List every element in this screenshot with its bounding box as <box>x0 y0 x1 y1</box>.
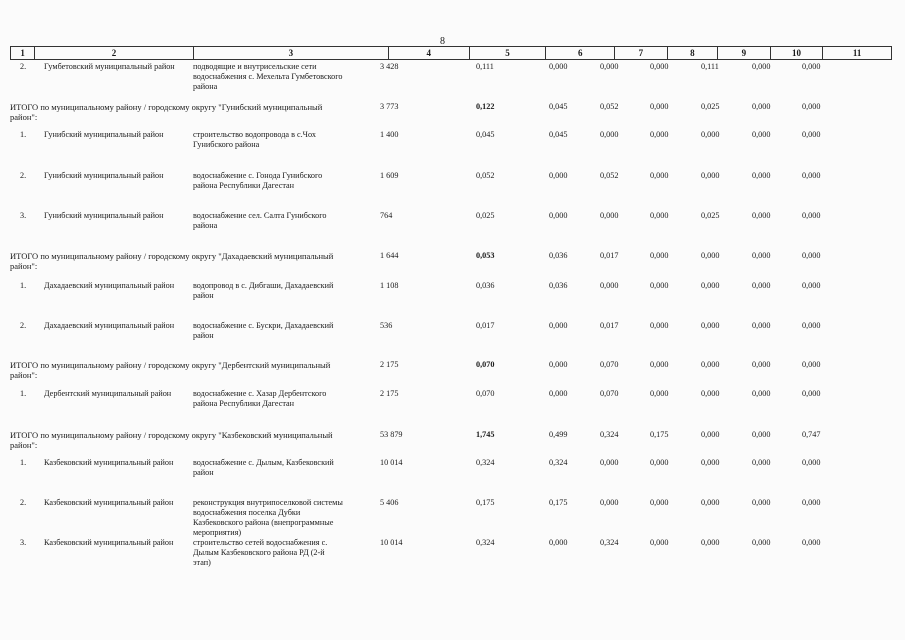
row-number: 1. <box>20 281 27 290</box>
district-name: Дахадаевский муниципальный район <box>44 281 175 290</box>
cell-c4: 764 <box>380 211 393 220</box>
row-number: 1. <box>20 458 27 467</box>
cell-c5: 1,745 <box>476 430 495 439</box>
object-description: водоснабжение с. Хазар Дербентского района Республики Дагестан <box>193 389 327 408</box>
total-label: ИТОГО по муниципальному району / городскому округу "Дербентский муниципальный район": <box>10 360 331 380</box>
cell-c8: 0,000 <box>650 360 669 369</box>
cell-c9: 0,000 <box>701 389 720 398</box>
cell-c10: 0,000 <box>752 62 771 71</box>
cell-c10: 0,000 <box>752 171 771 180</box>
cell-c8: 0,000 <box>650 62 669 71</box>
cell-c11: 0,000 <box>802 498 821 507</box>
cell-c5: 0,025 <box>476 211 495 220</box>
cell-c7: 0,000 <box>600 458 619 467</box>
cell-c10: 0,000 <box>752 538 771 547</box>
cell-c11: 0,000 <box>802 211 821 220</box>
cell-c7: 0,052 <box>600 171 619 180</box>
cell-c8: 0,000 <box>650 171 669 180</box>
cell-c5: 0,052 <box>476 171 495 180</box>
cell-c5: 0,122 <box>476 102 495 111</box>
cell-c6: 0,000 <box>549 360 568 369</box>
object-description: строительство водопровода в с.Чох Гунибского района <box>193 130 316 149</box>
cell-c10: 0,000 <box>752 321 771 330</box>
cell-c5: 0,070 <box>476 389 495 398</box>
cell-c9: 0,000 <box>701 321 720 330</box>
cell-c6: 0,000 <box>549 62 568 71</box>
cell-c4: 1 400 <box>380 130 399 139</box>
cell-c9: 0,000 <box>701 360 720 369</box>
cell-c6: 0,000 <box>549 171 568 180</box>
row-number: 1. <box>20 130 27 139</box>
column-header-5: 5 <box>469 47 546 60</box>
cell-c9: 0,000 <box>701 498 720 507</box>
cell-c10: 0,000 <box>752 102 771 111</box>
cell-c4: 1 609 <box>380 171 399 180</box>
cell-c8: 0,000 <box>650 251 669 260</box>
cell-c4: 1 108 <box>380 281 399 290</box>
cell-c7: 0,324 <box>600 538 619 547</box>
cell-c7: 0,000 <box>600 62 619 71</box>
cell-c8: 0,000 <box>650 458 669 467</box>
cell-c4: 3 428 <box>380 62 399 71</box>
cell-c11: 0,000 <box>802 102 821 111</box>
cell-c10: 0,000 <box>752 498 771 507</box>
cell-c11: 0,000 <box>802 538 821 547</box>
column-header-10: 10 <box>770 47 823 60</box>
column-header-table <box>10 46 892 60</box>
cell-c6: 0,499 <box>549 430 568 439</box>
cell-c6: 0,045 <box>549 130 568 139</box>
cell-c7: 0,052 <box>600 102 619 111</box>
cell-c8: 0,000 <box>650 389 669 398</box>
cell-c10: 0,000 <box>752 281 771 290</box>
cell-c10: 0,000 <box>752 458 771 467</box>
cell-c6: 0,000 <box>549 389 568 398</box>
cell-c11: 0,000 <box>802 321 821 330</box>
object-description: строительство сетей водоснабжения с. Дылым Казбековского района РД (2-й этап) <box>193 538 328 567</box>
cell-c9: 0,000 <box>701 430 720 439</box>
column-header-8: 8 <box>667 47 718 60</box>
row-number: 2. <box>20 62 27 71</box>
cell-c7: 0,070 <box>600 389 619 398</box>
cell-c5: 0,053 <box>476 251 495 260</box>
cell-c5: 0,017 <box>476 321 495 330</box>
cell-c6: 0,000 <box>549 211 568 220</box>
district-name: Казбековский муниципальный район <box>44 498 174 507</box>
district-name: Казбековский муниципальный район <box>44 458 174 467</box>
cell-c4: 5 406 <box>380 498 399 507</box>
column-header-9: 9 <box>718 47 771 60</box>
cell-c11: 0,000 <box>802 62 821 71</box>
cell-c8: 0,000 <box>650 211 669 220</box>
district-name: Дахадаевский муниципальный район <box>44 321 175 330</box>
cell-c7: 0,000 <box>600 281 619 290</box>
cell-c5: 0,036 <box>476 281 495 290</box>
cell-c4: 536 <box>380 321 393 330</box>
cell-c5: 0,111 <box>476 62 494 71</box>
cell-c11: 0,000 <box>802 360 821 369</box>
cell-c4: 2 175 <box>380 389 399 398</box>
cell-c7: 0,017 <box>600 321 619 330</box>
cell-c11: 0,000 <box>802 389 821 398</box>
district-name: Казбековский муниципальный район <box>44 538 174 547</box>
cell-c9: 0,025 <box>701 211 720 220</box>
cell-c6: 0,000 <box>549 538 568 547</box>
cell-c7: 0,000 <box>600 130 619 139</box>
cell-c9: 0,000 <box>701 171 720 180</box>
row-number: 3. <box>20 538 27 547</box>
cell-c10: 0,000 <box>752 251 771 260</box>
cell-c9: 0,000 <box>701 538 720 547</box>
cell-c8: 0,000 <box>650 281 669 290</box>
object-description: водопровод в с. Дибгаши, Дахадаевский район <box>193 281 334 300</box>
cell-c9: 0,000 <box>701 281 720 290</box>
cell-c11: 0,000 <box>802 251 821 260</box>
column-header-4: 4 <box>388 47 469 60</box>
district-name: Гунибский муниципальный район <box>44 211 164 220</box>
cell-c6: 0,175 <box>549 498 568 507</box>
cell-c4: 10 014 <box>380 458 403 467</box>
column-header-2: 2 <box>35 47 194 60</box>
cell-c10: 0,000 <box>752 130 771 139</box>
cell-c7: 0,000 <box>600 211 619 220</box>
cell-c5: 0,175 <box>476 498 495 507</box>
object-description: водоснабжение с. Гонода Гунибского района Республики Дагестан <box>193 171 323 190</box>
row-number: 2. <box>20 498 27 507</box>
column-header-11: 11 <box>823 47 892 60</box>
cell-c5: 0,070 <box>476 360 495 369</box>
cell-c4: 53 879 <box>380 430 403 439</box>
object-description: водоснабжение с. Бускри, Дахадаевский район <box>193 321 334 340</box>
cell-c6: 0,000 <box>549 321 568 330</box>
cell-c4: 10 014 <box>380 538 403 547</box>
cell-c7: 0,070 <box>600 360 619 369</box>
column-header-1: 1 <box>11 47 35 60</box>
page-number: 8 <box>440 36 445 47</box>
row-number: 2. <box>20 321 27 330</box>
header-row <box>11 47 892 60</box>
column-header-6: 6 <box>546 47 615 60</box>
cell-c9: 0,025 <box>701 102 720 111</box>
cell-c5: 0,324 <box>476 538 495 547</box>
row-number: 1. <box>20 389 27 398</box>
cell-c8: 0,000 <box>650 102 669 111</box>
cell-c6: 0,045 <box>549 102 568 111</box>
object-description: водоснабжение сел. Салта Гунибского района <box>193 211 327 230</box>
object-description: реконструкция внутрипоселковой системы водоснабжения поселка Дубки Казбековского района (внепрограммные мероприятия) <box>193 498 343 537</box>
cell-c8: 0,000 <box>650 130 669 139</box>
cell-c7: 0,324 <box>600 430 619 439</box>
row-number: 3. <box>20 211 27 220</box>
column-header-3: 3 <box>193 47 388 60</box>
cell-c8: 0,175 <box>650 430 669 439</box>
total-label: ИТОГО по муниципальному району / городскому округу "Дахадаевский муниципальный район": <box>10 251 334 271</box>
district-name: Гунибский муниципальный район <box>44 171 164 180</box>
cell-c9: 0,000 <box>701 458 720 467</box>
cell-c8: 0,000 <box>650 538 669 547</box>
cell-c7: 0,000 <box>600 498 619 507</box>
cell-c11: 0,000 <box>802 130 821 139</box>
object-description: подводящие и внутрисельские сети водоснабжения с. Мехельта Гумбетовского района <box>193 62 343 91</box>
cell-c11: 0,747 <box>802 430 821 439</box>
cell-c10: 0,000 <box>752 389 771 398</box>
cell-c7: 0,017 <box>600 251 619 260</box>
cell-c9: 0,111 <box>701 62 719 71</box>
cell-c9: 0,000 <box>701 251 720 260</box>
cell-c6: 0,036 <box>549 281 568 290</box>
cell-c10: 0,000 <box>752 360 771 369</box>
cell-c4: 3 773 <box>380 102 399 111</box>
total-label: ИТОГО по муниципальному району / городскому округу "Казбековский муниципальный район": <box>10 430 333 450</box>
cell-c4: 2 175 <box>380 360 399 369</box>
district-name: Гумбетовский муниципальный район <box>44 62 175 71</box>
district-name: Гунибский муниципальный район <box>44 130 164 139</box>
district-name: Дербентский муниципальный район <box>44 389 172 398</box>
cell-c5: 0,045 <box>476 130 495 139</box>
cell-c6: 0,324 <box>549 458 568 467</box>
cell-c8: 0,000 <box>650 498 669 507</box>
cell-c6: 0,036 <box>549 251 568 260</box>
cell-c10: 0,000 <box>752 430 771 439</box>
cell-c9: 0,000 <box>701 130 720 139</box>
cell-c4: 1 644 <box>380 251 399 260</box>
cell-c10: 0,000 <box>752 211 771 220</box>
cell-c11: 0,000 <box>802 458 821 467</box>
cell-c8: 0,000 <box>650 321 669 330</box>
cell-c5: 0,324 <box>476 458 495 467</box>
cell-c11: 0,000 <box>802 171 821 180</box>
column-header-7: 7 <box>615 47 668 60</box>
total-label: ИТОГО по муниципальному району / городскому округу "Гунибский муниципальный район": <box>10 102 323 122</box>
row-number: 2. <box>20 171 27 180</box>
object-description: водоснабжение с. Дылым, Казбековский район <box>193 458 334 477</box>
cell-c11: 0,000 <box>802 281 821 290</box>
